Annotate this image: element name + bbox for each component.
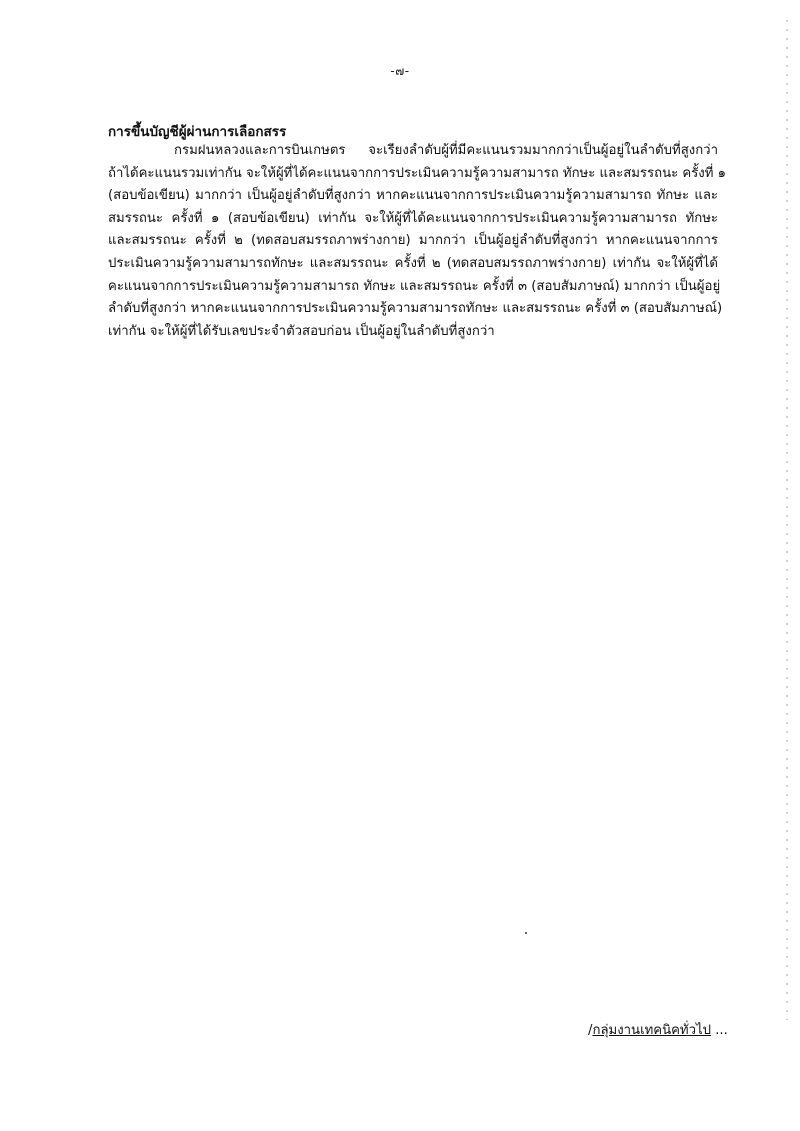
paragraph-line: ประเมินความรู้ความสามารถทักษะ และสมรรถนะ ครั้งที่ ๒ (ทดสอบสมรรถภาพร่างกาย) เท่ากัน จะให้ผู้ที่ได้	[108, 255, 718, 271]
paragraph-line: เท่ากัน จะให้ผู้ที่ได้รับเลขประจำตัวสอบก่อน เป็นผู้อยู่ในลำดับที่สูงกว่า	[108, 323, 495, 339]
continuation-prefix: /	[588, 1023, 593, 1038]
paragraph-line: คะแนนจากการประเมินความรู้ความสามารถ ทักษะ และสมรรถนะ ครั้งที่ ๓ (สอบสัมภาษณ์) มากกว่า เป็นผู้อยู่	[108, 278, 721, 294]
scan-speck	[525, 932, 527, 934]
paragraph-line: ลำดับที่สูงกว่า หากคะแนนจากการประเมินความรู้ความสามารถทักษะ และสมรรถนะ ครั้งที่ ๓ (สอบสัมภาษณ์)	[108, 301, 723, 317]
section-heading: การขึ้นบัญชีผู้ผ่านการเลือกสรร	[108, 124, 287, 140]
paragraph-line: (สอบข้อเขียน) มากกว่า เป็นผู้อยู่ลำดับที่สูงกว่า หากคะแนนจากการประเมินความรู้ความสามารถ ทักษะ และ	[108, 188, 718, 204]
paragraph-line: และสมรรถนะ ครั้งที่ ๒ (ทดสอบสมรรถภาพร่างกาย) มากกว่า เป็นผู้อยู่ลำดับที่สูงกว่า หากคะแนนจากการ	[108, 233, 718, 249]
page-number: -๗-	[390, 64, 410, 78]
scan-edge-artifact	[786, 20, 788, 1020]
continuation-next-section: กลุ่มงานเทคนิคทั่วไป	[592, 1023, 712, 1038]
continuation-ellipsis: ...	[711, 1023, 728, 1038]
paragraph-line: ถ้าได้คะแนนรวมเท่ากัน จะให้ผู้ที่ได้คะแนนจากการประเมินความรู้ความสามารถ ทักษะ และสมรรถนะ ครั้งที่ ๑	[108, 165, 726, 181]
paragraph-line: สมรรถนะ ครั้งที่ ๑ (สอบข้อเขียน) เท่ากัน จะให้ผู้ที่ได้คะแนนจากการประเมินความรู้ความสามารถ ทักษะ	[108, 210, 718, 226]
body-paragraph	[108, 140, 726, 343]
continuation-marker	[588, 1019, 728, 1040]
paragraph-line: กรมฝนหลวงและการบินเกษตร จะเรียงลำดับผู้ที่มีคะแนนรวมมากกว่าเป็นผู้อยู่ในลำดับที่สูงกว่า	[174, 143, 718, 158]
